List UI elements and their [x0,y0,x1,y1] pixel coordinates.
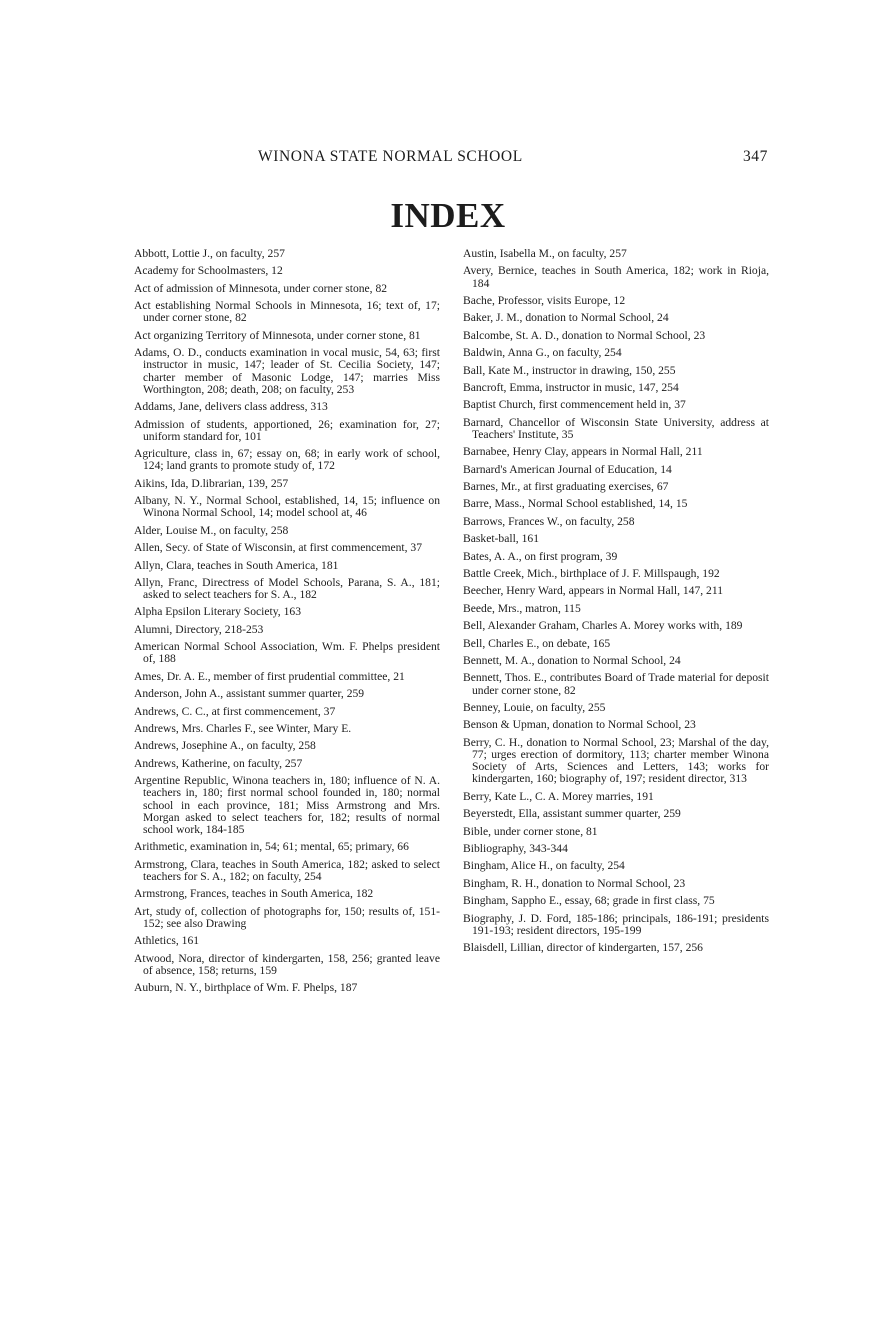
index-entry: Bennett, Thos. E., contributes Board of Trade material for deposit under corner stone, 82 [463,671,769,697]
index-entry: Bennett, M. A., donation to Normal School, 24 [463,654,681,667]
index-entry: Bingham, R. H., donation to Normal School, 23 [463,876,686,890]
index-entry: Athletics, 161 [134,934,200,948]
index-entry: American Normal School Association, Wm. F. Phelps president of, 188 [134,640,440,666]
index-entry: Avery, Bernice, teaches in South America, 182; work in Rioja, 184 [463,264,769,290]
index-entry: Anderson, John A., assistant summer quarter, 259 [134,687,365,701]
index-entry: Bell, Alexander Graham, Charles A. Morey works with, 189 [463,619,743,633]
index-entry: Argentine Republic, Winona teachers in, 180; influence of N. A. teachers in, 180; first normal school founded in, 180; normal school in each province, 181; Miss Armstrong and Mrs. Morgan asked to select teachers for, 182; results of normal school work, 184-185 [134,774,440,837]
index-entry: Alpha Epsilon Literary Society, 163 [134,605,301,619]
index-entry: Andrews, C. C., at first commencement, 37 [134,704,336,718]
index-entry: Barnard, Chancellor of Wisconsin State University, address at Teachers' Institute, 35 [463,415,769,441]
index-entry: Benson & Upman, donation to Normal School, 23 [463,718,696,732]
index-entry: Berry, Kate L., C. A. Morey marries, 191 [463,789,654,803]
index-entry: Act establishing Normal Schools in Minnesota, 16; text of, 17; under corner stone, 82 [134,299,440,325]
index-entry: Bibliography, 343-344 [463,841,568,855]
index-entry: Benney, Louie, on faculty, 255 [463,700,606,714]
running-head-title: WINONA STATE NORMAL SCHOOL [258,148,523,165]
index-entry: Arithmetic, examination in, 54; 61; mental, 65; primary, 66 [134,840,409,854]
index-entry: Allyn, Clara, teaches in South America, 181 [134,558,339,572]
index-entry: Austin, Isabella M., on faculty, 257 [463,247,627,260]
page-number: 347 [742,148,768,165]
index-entry: Barrows, Frances W., on faculty, 258 [463,514,635,528]
index-entry: Bache, Professor, visits Europe, 12 [463,293,626,307]
index-entry: Beecher, Henry Ward, appears in Normal Hall, 147, 211 [463,584,724,598]
index-entry: Albany, N. Y., Normal School, established, 14, 15; influence on Winona Normal School, 14; model school at, 46 [134,494,440,520]
index-entry: Admission of students, apportioned, 26; examination for, 27; uniform standard for, 101 [134,417,440,443]
index-entry: Act organizing Territory of Minnesota, under corner stone, 81 [134,328,421,342]
index-entry: Barnes, Mr., at first graduating exercises, 67 [463,480,669,494]
index-entry: Barnard's American Journal of Education, 14 [463,462,672,476]
index-entry: Ball, Kate M., instructor in drawing, 150, 255 [463,363,676,377]
index-title: INDEX [390,196,506,235]
index-entry: Barre, Mass., Normal School established, 14, 15 [463,497,688,511]
index-entry: Addams, Jane, delivers class address, 313 [134,400,328,414]
index-entry: Bancroft, Emma, instructor in music, 147, 254 [463,380,679,394]
index-entry: Act of admission of Minnesota, under corner stone, 82 [134,281,388,295]
index-entry: Agriculture, class in, 67; essay on, 68; in early work of school, 124; land grants to promote study of, 172 [134,447,440,473]
index-entry: Allen, Secy. of State of Wisconsin, at first commencement, 37 [134,541,423,555]
index-entry: Adams, O. D., conducts examination in vocal music, 54, 63; first instructor in music, 147; leader of St. Cecilia Society, 147; charter member of Masonic Lodge, 147; marries Miss Worthington, 208; death, 208; on faculty, 253 [134,346,440,396]
index-entry: Baptist Church, first commencement held in, 37 [463,398,686,412]
index-entry: Abbott, Lottie J., on faculty, 257 [134,247,285,260]
index-entry: Bates, A. A., on first program, 39 [463,549,618,563]
index-entry: Andrews, Josephine A., on faculty, 258 [134,739,316,753]
index-entry: Auburn, N. Y., birthplace of Wm. F. Phelps, 187 [134,981,358,995]
index-entry: Bingham, Sappho E., essay, 68; grade in first class, 75 [463,894,715,908]
index-entry: Bible, under corner stone, 81 [463,824,598,838]
index-entry: Armstrong, Frances, teaches in South America, 182 [134,887,374,901]
index-entry: Blaisdell, Lillian, director of kindergarten, 157, 256 [463,941,703,955]
index-entry: Barnabee, Henry Clay, appears in Normal Hall, 211 [463,445,703,459]
index-column-right [463,248,769,959]
index-entry: Allyn, Franc, Directress of Model Schools, Parana, S. A., 181; asked to select teachers for S. A., 182 [134,575,440,602]
index-entry: Battle Creek, Mich., birthplace of J. F. Millspaugh, 192 [463,567,720,581]
index-entry: Baldwin, Anna G., on faculty, 254 [463,346,622,360]
index-entry: Aikins, Ida, D.librarian, 139, 257 [134,476,289,490]
index-entry: Andrews, Mrs. Charles F., see Winter, Mary E. [134,722,352,736]
index-entry: Alder, Louise M., on faculty, 258 [134,523,289,537]
index-entry: Beyerstedt, Ella, assistant summer quarter, 259 [463,807,681,821]
index-entry: Alumni, Directory, 218-253 [134,622,264,636]
index-entry: Art, study of, collection of photographs for, 150; results of, 151-152; see also Drawing [134,904,440,930]
index-entry: Armstrong, Clara, teaches in South America, 182; asked to select teachers for S. A., 182; on faculty, 254 [134,857,440,883]
index-entry: Basket-ball, 161 [463,532,539,546]
index-entry: Beede, Mrs., matron, 115 [463,601,581,615]
index-entry: Bingham, Alice H., on faculty, 254 [463,859,625,873]
index-entry: Biography, J. D. Ford, 185-186; principals, 186-191; presidents 191-193; resident directors, 195-199 [463,911,769,937]
index-entry: Balcombe, St. A. D., donation to Normal School, 23 [463,328,706,342]
index-entry: Bell, Charles E., on debate, 165 [463,636,611,650]
index-entry: Berry, C. H., donation to Normal School, 23; Marshal of the day, 77; urges erection of dormitory, 113; charter member Winona Society of Arts, Sciences and Letters, 143; works for kindergarten, 160; biography of, 197; resident director, 313 [463,735,769,786]
index-entry: Academy for Schoolmasters, 12 [134,264,283,278]
index-entry: Atwood, Nora, director of kindergarten, 158, 256; granted leave of absence, 158; returns, 159 [134,951,440,977]
index-entry: Ames, Dr. A. E., member of first prudential committee, 21 [134,669,405,683]
index-entry: Andrews, Katherine, on faculty, 257 [134,756,303,770]
index-entry: Baker, J. M., donation to Normal School, 24 [463,311,669,325]
index-column-left [134,248,440,1000]
